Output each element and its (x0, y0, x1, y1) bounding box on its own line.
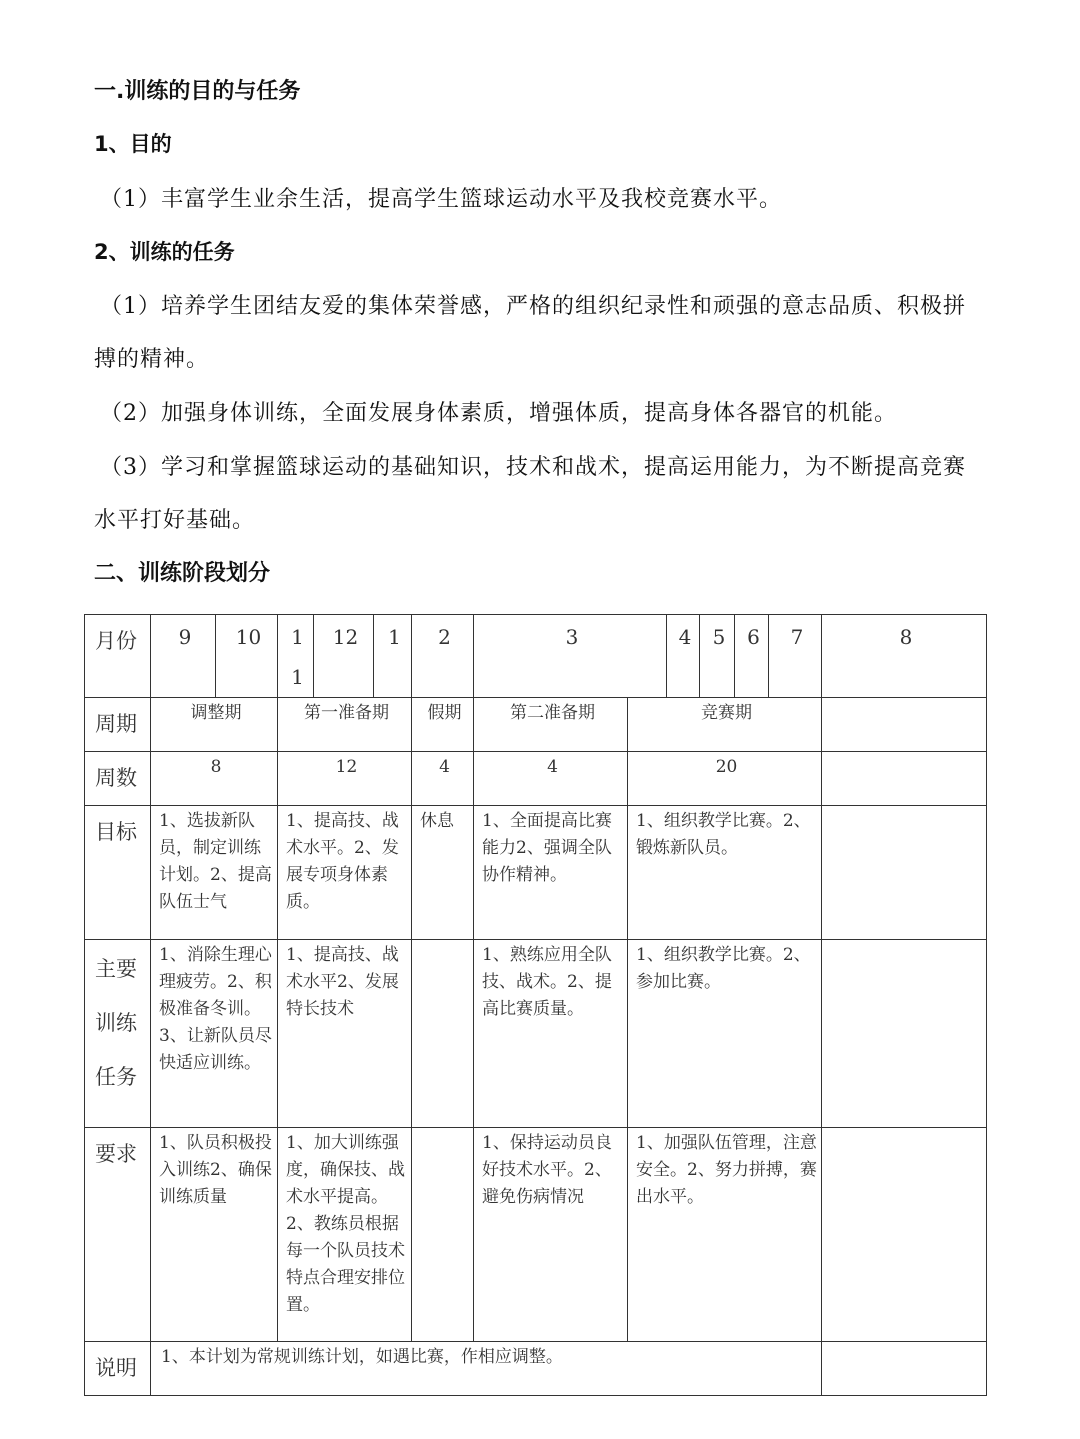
month-cell: 8 (822, 615, 987, 698)
requirements-cell: 1、队员积极投入训练2、确保训练质量 (151, 1128, 278, 1342)
period-cell: 第一准备期 (278, 698, 412, 752)
task-item-3-line-2: 水平打好基础。 (94, 508, 256, 533)
month-cell: 1 (374, 615, 412, 698)
notes-row (85, 1342, 987, 1396)
goals-cell: 1、提高技、战术水平。2、发展专项身体素质。 (278, 806, 412, 940)
goals-cell: 1、选拔新队员，制定训练计划。2、提高队伍士气 (151, 806, 278, 940)
requirements-cell: 1、加强队伍管理，注意安全。2、努力拼搏，赛出水平。 (628, 1128, 822, 1342)
goals-row (85, 806, 987, 940)
task-item-1-line-1: （1）培养学生团结友爱的集体荣誉感，严格的组织纪录性和顽强的意志品质、积极拼 (100, 294, 966, 319)
remarks-cell (822, 806, 987, 940)
period-cell: 竞赛期 (628, 698, 822, 752)
month-cell: 2 (412, 615, 474, 698)
training-phase-table (84, 614, 987, 1396)
weeks-cell: 8 (151, 752, 278, 806)
weeks-cell: 20 (628, 752, 822, 806)
month-cell: 9 (151, 615, 216, 698)
remarks-cell (822, 698, 987, 752)
tasks-cell: 1、提高技、战术水平2、发展特长技术 (278, 940, 412, 1128)
goals-cell: 1、组织教学比赛。2、锻炼新队员。 (628, 806, 822, 940)
tasks-cell: 1、消除生理心理疲劳。2、积极准备冬训。3、让新队员尽快适应训练。 (151, 940, 278, 1128)
weeks-cell: 4 (474, 752, 628, 806)
requirements-cell: 1、加大训练强度，确保技、战术水平提高。2、教练员根据每一个队员技术特点合理安排位置。 (278, 1128, 412, 1342)
goals-label: 目标 (85, 806, 151, 940)
requirements-row (85, 1128, 987, 1342)
month-cell: 10 (216, 615, 278, 698)
month-cell: 12 (314, 615, 374, 698)
goals-cell: 休息 (412, 806, 474, 940)
month-cell: 3 (474, 615, 667, 698)
period-cell: 调整期 (151, 698, 278, 752)
requirements-cell (412, 1128, 474, 1342)
tasks-cell (412, 940, 474, 1128)
month-cell: 11 (278, 615, 314, 698)
month-cell: 7 (769, 615, 822, 698)
task-item-3-line-1: （3）学习和掌握篮球运动的基础知识，技术和战术，提高运用能力，为不断提高竞赛 (100, 455, 966, 480)
weeks-row (85, 752, 987, 806)
goal-item-1: （1）丰富学生业余生活，提高学生篮球运动水平及我校竞赛水平。 (100, 187, 782, 212)
tasks-label-part: 训练 (95, 1011, 137, 1035)
tasks-label-part: 主要 (95, 957, 137, 981)
task-item-2: （2）加强身体训练，全面发展身体素质，增强体质，提高身体各器官的机能。 (100, 401, 897, 426)
subheading-goal: 1、目的 (94, 132, 172, 156)
remarks-cell (822, 940, 987, 1128)
remarks-cell (822, 752, 987, 806)
months-row (85, 615, 987, 698)
tasks-label (85, 940, 151, 1128)
period-row (85, 698, 987, 752)
remarks-cell (822, 1342, 987, 1396)
requirements-label: 要求 (85, 1128, 151, 1342)
weeks-cell: 4 (412, 752, 474, 806)
period-cell: 第二准备期 (474, 698, 628, 752)
goals-cell: 1、全面提高比赛能力2、强调全队协作精神。 (474, 806, 628, 940)
section-heading-purpose-tasks: 一.训练的目的与任务 (94, 79, 301, 104)
remarks-cell (822, 1128, 987, 1342)
tasks-cell: 1、熟练应用全队技、战术。2、提高比赛质量。 (474, 940, 628, 1128)
task-item-1-line-2: 搏的精神。 (94, 347, 210, 372)
tasks-label-part: 任务 (95, 1065, 137, 1089)
month-cell: 6 (735, 615, 769, 698)
section-heading-phases: 二、训练阶段划分 (94, 561, 271, 586)
weeks-cell: 12 (278, 752, 412, 806)
notes-cell: 1、本计划为常规训练计划，如遇比赛，作相应调整。 (151, 1342, 822, 1396)
months-label: 月份 (85, 615, 151, 698)
period-label: 周期 (85, 698, 151, 752)
month-cell: 5 (700, 615, 735, 698)
weeks-label: 周数 (85, 752, 151, 806)
tasks-row (85, 940, 987, 1128)
period-cell: 假期 (412, 698, 474, 752)
tasks-cell: 1、组织教学比赛。2、参加比赛。 (628, 940, 822, 1128)
notes-label: 说明 (85, 1342, 151, 1396)
month-cell: 4 (667, 615, 700, 698)
subheading-tasks: 2、训练的任务 (94, 240, 235, 264)
requirements-cell: 1、保持运动员良好技术水平。2、避免伤病情况 (474, 1128, 628, 1342)
